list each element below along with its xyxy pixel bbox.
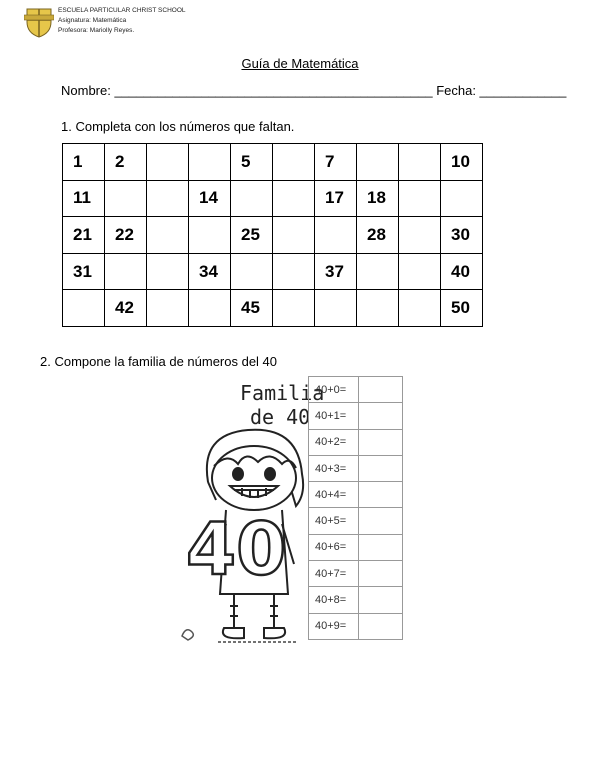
grid-cell-blank[interactable]	[231, 180, 273, 217]
sum-row	[309, 508, 403, 534]
grid-cell-blank[interactable]	[399, 144, 441, 181]
sum-row	[309, 429, 403, 455]
grid-cell-blank[interactable]	[189, 290, 231, 327]
grid-cell: 22	[105, 217, 147, 254]
sum-answer-blank[interactable]	[359, 534, 403, 560]
grid-cell: 14	[189, 180, 231, 217]
exercise2-prompt: 2. Compone la familia de números del 40	[40, 354, 278, 369]
grid-cell-blank[interactable]	[399, 180, 441, 217]
number-grid	[62, 143, 483, 327]
grid-cell: 50	[441, 290, 483, 327]
grid-cell-blank[interactable]	[147, 180, 189, 217]
sum-expression: 40+7=	[309, 561, 359, 587]
school-header	[24, 6, 186, 38]
sum-row	[309, 377, 403, 403]
grid-cell-blank[interactable]	[147, 144, 189, 181]
sum-answer-blank[interactable]	[359, 403, 403, 429]
sum-expression: 40+9=	[309, 613, 359, 639]
grid-cell-blank[interactable]	[273, 217, 315, 254]
grid-cell-blank[interactable]	[231, 253, 273, 290]
grid-cell-blank[interactable]	[105, 253, 147, 290]
big-40-icon	[186, 507, 286, 591]
sum-answer-blank[interactable]	[359, 455, 403, 481]
grid-cell: 34	[189, 253, 231, 290]
grid-cell: 10	[441, 144, 483, 181]
grid-row	[63, 253, 483, 290]
subject-line: Asignatura: Matemática	[58, 17, 127, 24]
grid-cell: 5	[231, 144, 273, 181]
grid-cell-blank[interactable]	[357, 144, 399, 181]
exercise1-prompt: 1. Completa con los números que faltan.	[61, 119, 295, 134]
sum-answer-blank[interactable]	[359, 613, 403, 639]
teacher-line: Profesora: Mariolly Reyes.	[58, 27, 135, 34]
snail-icon	[182, 630, 193, 640]
grid-cell: 37	[315, 253, 357, 290]
grid-cell: 31	[63, 253, 105, 290]
sum-row	[309, 561, 403, 587]
grid-cell: 2	[105, 144, 147, 181]
illustration-title-line2: de 40	[250, 405, 311, 429]
sum-answer-blank[interactable]	[359, 561, 403, 587]
grid-row	[63, 217, 483, 254]
grid-cell: 21	[63, 217, 105, 254]
name-date-line: Nombre: ____________________________________________ Fecha: ____________	[61, 83, 567, 98]
grid-cell-blank[interactable]	[63, 290, 105, 327]
sum-expression: 40+2=	[309, 429, 359, 455]
school-name: ESCUELA PARTICULAR CHRIST SCHOOL	[58, 7, 186, 14]
grid-cell-blank[interactable]	[441, 180, 483, 217]
sum-row	[309, 455, 403, 481]
grid-cell-blank[interactable]	[399, 253, 441, 290]
grid-cell-blank[interactable]	[147, 290, 189, 327]
page-title: Guía de Matemática	[241, 56, 359, 71]
sum-expression: 40+5=	[309, 508, 359, 534]
sum-answer-blank[interactable]	[359, 587, 403, 613]
sum-expression: 40+8=	[309, 587, 359, 613]
grid-cell-blank[interactable]	[357, 290, 399, 327]
sum-row	[309, 482, 403, 508]
sum-expression: 40+1=	[309, 403, 359, 429]
svg-text:40: 40	[186, 507, 287, 591]
grid-cell-blank[interactable]	[315, 290, 357, 327]
sum-row	[309, 613, 403, 639]
grid-cell: 17	[315, 180, 357, 217]
sum-row	[309, 403, 403, 429]
grid-cell-blank[interactable]	[147, 253, 189, 290]
sum-row	[309, 587, 403, 613]
grid-cell-blank[interactable]	[273, 180, 315, 217]
grid-row	[63, 290, 483, 327]
grid-cell-blank[interactable]	[105, 180, 147, 217]
sum-answer-blank[interactable]	[359, 482, 403, 508]
grid-cell-blank[interactable]	[315, 217, 357, 254]
grid-cell: 40	[441, 253, 483, 290]
grid-cell: 11	[63, 180, 105, 217]
grid-cell-blank[interactable]	[399, 217, 441, 254]
grid-cell-blank[interactable]	[399, 290, 441, 327]
sum-answer-blank[interactable]	[359, 508, 403, 534]
grid-cell: 42	[105, 290, 147, 327]
grid-cell: 18	[357, 180, 399, 217]
grid-cell-blank[interactable]	[189, 217, 231, 254]
grid-cell: 28	[357, 217, 399, 254]
grid-row	[63, 144, 483, 181]
grid-cell: 30	[441, 217, 483, 254]
grid-cell-blank[interactable]	[273, 144, 315, 181]
sum-answer-blank[interactable]	[359, 429, 403, 455]
sum-expression: 40+3=	[309, 455, 359, 481]
grid-cell-blank[interactable]	[273, 253, 315, 290]
school-crest-icon	[24, 6, 54, 38]
grid-cell-blank[interactable]	[273, 290, 315, 327]
grid-cell: 1	[63, 144, 105, 181]
sum-expression: 40+4=	[309, 482, 359, 508]
grid-cell: 7	[315, 144, 357, 181]
grid-cell-blank[interactable]	[147, 217, 189, 254]
grid-cell-blank[interactable]	[189, 144, 231, 181]
sum-row	[309, 534, 403, 560]
sums-table	[308, 376, 403, 640]
grid-cell: 25	[231, 217, 273, 254]
grid-cell: 45	[231, 290, 273, 327]
sum-expression: 40+6=	[309, 534, 359, 560]
grid-row	[63, 180, 483, 217]
sum-expression: 40+0=	[309, 377, 359, 403]
illustration-title-line1: Familia	[240, 381, 325, 405]
grid-cell-blank[interactable]	[357, 253, 399, 290]
sum-answer-blank[interactable]	[359, 377, 403, 403]
